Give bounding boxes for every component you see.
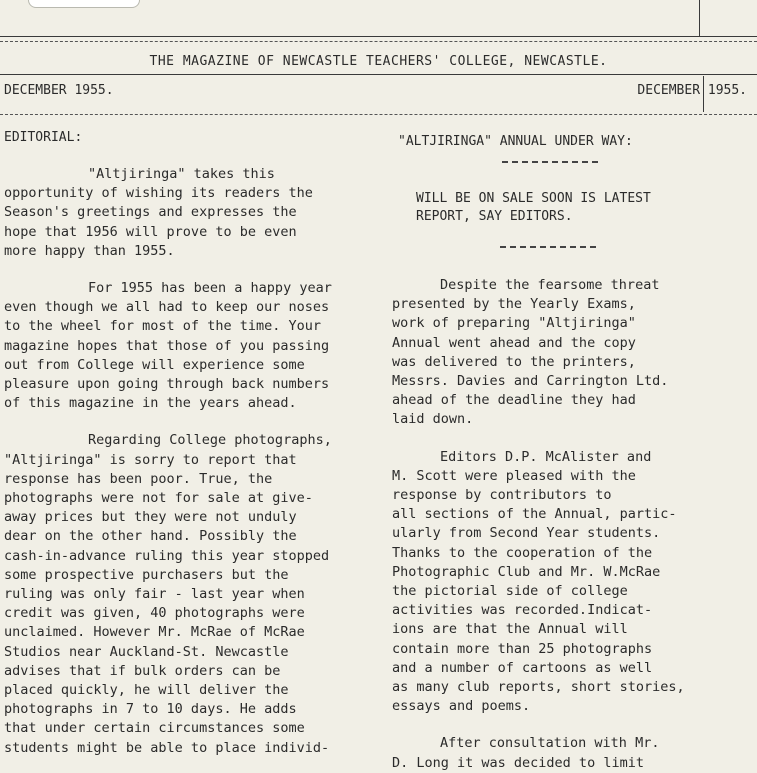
text-line: away prices but they were not unduly <box>4 509 297 526</box>
text-line: cash-in-advance ruling this year stopped <box>4 547 330 564</box>
text-line: After consultation with Mr. <box>440 735 660 752</box>
text-line: Despite the fearsome threat <box>440 277 660 293</box>
paragraph <box>4 165 384 261</box>
text-line: essays and poems. <box>392 698 531 715</box>
page-tab-mark <box>28 0 140 8</box>
text-line: the pictorial side of college <box>392 583 628 600</box>
annual-subheading-rule <box>500 246 596 248</box>
masthead: THE MAGAZINE OF NEWCASTLE TEACHERS' COLLEGE, NEWCASTLE. <box>149 54 608 69</box>
text-line: Studios near Auckland-St. Newcastle <box>4 643 289 660</box>
date-left: DECEMBER 1955. <box>4 83 114 98</box>
text-line: D. Long it was decided to limit <box>392 754 644 771</box>
text-line: of this magazine in the years ahead. <box>4 395 297 412</box>
text-line: ruling was only fair - last year when <box>4 586 305 603</box>
text-line: For 1955 has been a happy year <box>88 280 332 297</box>
text-line: Season's greetings and expresses the <box>4 204 297 221</box>
text-line: as many club reports, short stories, <box>392 679 685 696</box>
text-line: pleasure upon going through back numbers <box>4 376 330 393</box>
text-line: hope that 1956 will prove to be even <box>4 223 297 240</box>
text-line: ions are that the Annual will <box>392 621 628 638</box>
text-line: was delivered to the printers, <box>392 353 636 370</box>
paragraph <box>4 431 384 757</box>
text-line: laid down. <box>392 411 474 428</box>
masthead-rule <box>0 74 757 75</box>
text-line: all sections of the Annual, partic- <box>392 506 677 523</box>
paragraph <box>4 279 384 413</box>
annual-column <box>392 276 757 773</box>
text-line: advises that if bulk orders can be <box>4 662 281 679</box>
text-line: photographs were not for sale at give- <box>4 490 313 507</box>
text-line: that under certain circumstances some <box>4 720 305 737</box>
annual-heading: "ALTJIRINGA" ANNUAL UNDER WAY: <box>398 134 633 149</box>
text-line: opportunity of wishing its readers the <box>4 185 313 202</box>
text-line: Editors D.P. McAlister and <box>440 448 652 465</box>
annual-heading-rule <box>502 161 598 163</box>
text-line: unclaimed. However Mr. McRae of McRae <box>4 624 305 641</box>
text-line: Annual went ahead and the copy <box>392 334 636 351</box>
paragraph <box>392 734 757 772</box>
text-line: M. Scott were pleased with the <box>392 467 636 484</box>
text-line: Messrs. Davies and Carrington Ltd. <box>392 373 669 390</box>
text-line: magazine hopes that those of you passing <box>4 337 330 354</box>
text-line: work of preparing "Altjiringa" <box>392 315 636 332</box>
text-line: even though we all had to keep our noses <box>4 299 330 316</box>
text-line: out from College will experience some <box>4 356 305 373</box>
date-right: DECEMBER 1955. <box>637 83 747 98</box>
date-rule <box>0 114 757 115</box>
date-vertical-line <box>703 76 704 112</box>
editorial-heading: EDITORIAL: <box>4 130 83 145</box>
text-line: some prospective purchasers but the <box>4 566 289 583</box>
subheading-line: REPORT, SAY EDITORS. <box>416 209 573 224</box>
text-line: activities was recorded.Indicat- <box>392 602 653 619</box>
annual-subheading <box>416 190 716 226</box>
top-rule-dashed <box>0 41 757 42</box>
text-line: to the wheel for most of the time. Your <box>4 318 321 335</box>
text-line: response has been poor. True, the <box>4 470 273 487</box>
text-line: ularly from Second Year students. <box>392 525 661 542</box>
text-line: response by contributors to <box>392 487 612 504</box>
header-vertical-line <box>699 0 700 36</box>
text-line: ahead of the deadline they had <box>392 392 636 409</box>
text-line: "Altjiringa" is sorry to report that <box>4 451 297 468</box>
text-line: contain more than 25 photographs <box>392 640 653 657</box>
text-line: Regarding College photographs, <box>88 432 332 449</box>
paragraph <box>392 276 757 430</box>
top-rule <box>0 36 757 37</box>
text-line: more happy than 1955. <box>4 242 175 259</box>
paragraph <box>392 448 757 717</box>
text-line: Photographic Club and Mr. W.McRae <box>392 563 661 580</box>
text-line: presented by the Yearly Exams, <box>392 296 636 313</box>
text-line: photographs in 7 to 10 days. He adds <box>4 701 297 718</box>
text-line: credit was given, 40 photographs were <box>4 605 305 622</box>
text-line: students might be able to place individ- <box>4 739 330 756</box>
editorial-column <box>4 165 384 758</box>
text-line: dear on the other hand. Possibly the <box>4 528 297 545</box>
text-line: and a number of cartoons as well <box>392 659 653 676</box>
subheading-line: WILL BE ON SALE SOON IS LATEST <box>416 191 651 206</box>
text-line: Thanks to the cooperation of the <box>392 544 653 561</box>
text-line: placed quickly, he will deliver the <box>4 682 289 699</box>
text-line: "Altjiringa" takes this <box>88 166 275 182</box>
